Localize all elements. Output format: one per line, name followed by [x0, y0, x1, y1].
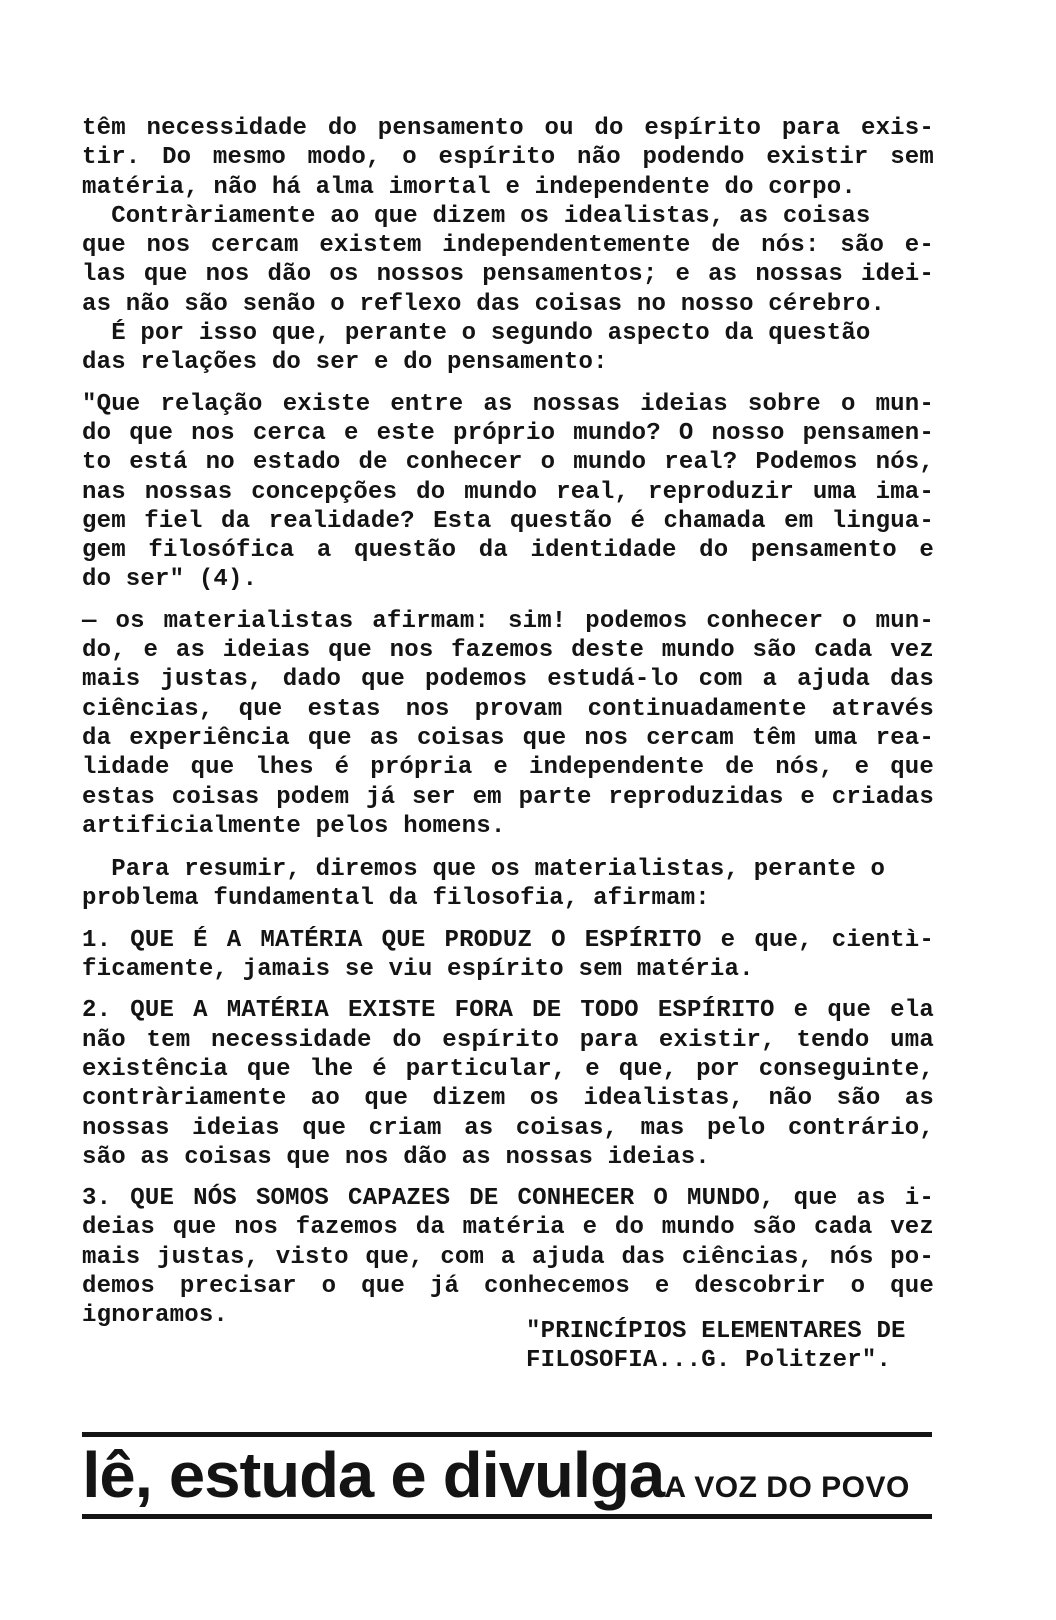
text-line: to está no estado de conhecer o mundo real? Podemos nós,	[82, 449, 934, 477]
text-line: matéria, não há alma imortal e independente do corpo.	[82, 173, 856, 201]
paragraph-4	[82, 607, 934, 841]
text-line: ficamente, jamais se viu espírito sem matéria.	[82, 956, 754, 984]
paragraph-2	[82, 202, 934, 319]
divider-bottom	[82, 1514, 932, 1519]
slogan-newspaper: A VOZ DO POVO	[664, 1471, 910, 1504]
text-line: 3. QUE NÓS SOMOS CAPAZES DE CONHECER O MUNDO, que as i-	[82, 1185, 934, 1213]
text-line: artificialmente pelos homens.	[82, 812, 506, 840]
text-line: são as coisas que nos dão as nossas ideias.	[82, 1143, 710, 1171]
paragraph-1	[82, 114, 934, 202]
text-line: as não são senão o reflexo das coisas no nosso cérebro.	[82, 290, 886, 318]
text-line: mais justas, visto que, com a ajuda das ciências, nós po-	[82, 1243, 934, 1271]
list-item-1	[82, 926, 934, 985]
text-line: problema fundamental da filosofia, afirmam:	[82, 885, 710, 913]
quotation	[82, 390, 934, 595]
text-line: tir. Do mesmo modo, o espírito não podendo existir sem	[82, 144, 934, 172]
list-item-2	[82, 996, 934, 1172]
divider-top	[82, 1432, 932, 1437]
text-line: ciências, que estas nos provam continuadamente através	[82, 695, 934, 723]
text-line: Contràriamente ao que dizem os idealistas, as coisas	[82, 202, 871, 230]
text-line: que nos cercam existem independentemente de nós: são e-	[82, 232, 934, 260]
text-line: deias que nos fazemos da matéria e do mundo são cada vez	[82, 1214, 934, 1242]
text-line: do ser" (4).	[82, 566, 258, 594]
document-body	[82, 114, 934, 1375]
text-line: 2. QUE A MATÉRIA EXISTE FORA DE TODO ESPÍRITO e que ela	[82, 997, 934, 1025]
text-line: gem fiel da realidade? Esta questão é chamada em lingua-	[82, 507, 934, 535]
text-line: estas coisas podem já ser em parte reproduzidas e criadas	[82, 783, 934, 811]
citation-line-2: FILOSOFIA...G. Politzer".	[526, 1346, 892, 1374]
text-line: "Que relação existe entre as nossas ideias sobre o mun-	[82, 390, 934, 418]
text-line: nossas ideias que criam as coisas, mas pelo contrário,	[82, 1114, 934, 1142]
text-line: — os materialistas afirmam: sim! podemos conhecer o mun-	[82, 607, 934, 635]
text-line: É por isso que, perante o segundo aspecto da questão	[82, 320, 871, 348]
text-line: do que nos cerca e este próprio mundo? O nosso pensamen-	[82, 419, 934, 447]
text-line: das relações do ser e do pensamento:	[82, 349, 608, 377]
list-item-3	[82, 1184, 934, 1330]
text-line: do, e as ideias que nos fazemos deste mundo são cada vez	[82, 637, 934, 665]
text-line: da experiência que as coisas que nos cercam têm uma rea-	[82, 724, 934, 752]
text-line: Para resumir, diremos que os materialistas, perante o	[82, 856, 886, 884]
slogan-banner	[82, 1438, 910, 1512]
paragraph-5	[82, 855, 934, 914]
text-line: las que nos dão os nossos pensamentos; e as nossas idei-	[82, 261, 934, 289]
paragraph-3	[82, 319, 934, 378]
text-line: têm necessidade do pensamento ou do espírito para exis-	[82, 115, 934, 142]
text-line: não tem necessidade do espírito para existir, tendo uma	[82, 1026, 934, 1054]
text-line: mais justas, dado que podemos estudá-lo com a ajuda das	[82, 666, 934, 694]
text-line: lidade que lhes é própria e independente de nós, e que	[82, 754, 934, 782]
text-line: demos precisar o que já conhecemos e descobrir o que	[82, 1272, 934, 1300]
text-line: 1. QUE É A MATÉRIA QUE PRODUZ O ESPÍRITO e que, cientì-	[82, 926, 934, 954]
slogan-main: lê, estuda e divulga	[82, 1439, 665, 1511]
citation-line-1: "PRINCÍPIOS ELEMENTARES DE	[526, 1317, 906, 1345]
text-line: existência que lhe é particular, e que, por conseguinte,	[82, 1055, 934, 1083]
text-line: gem filosófica a questão da identidade do pensamento e	[82, 537, 934, 565]
text-line: contràriamente ao que dizem os idealistas, não são as	[82, 1085, 934, 1113]
text-line: ignoramos.	[82, 1302, 229, 1330]
text-line: nas nossas concepções do mundo real, reproduzir uma ima-	[82, 478, 934, 506]
